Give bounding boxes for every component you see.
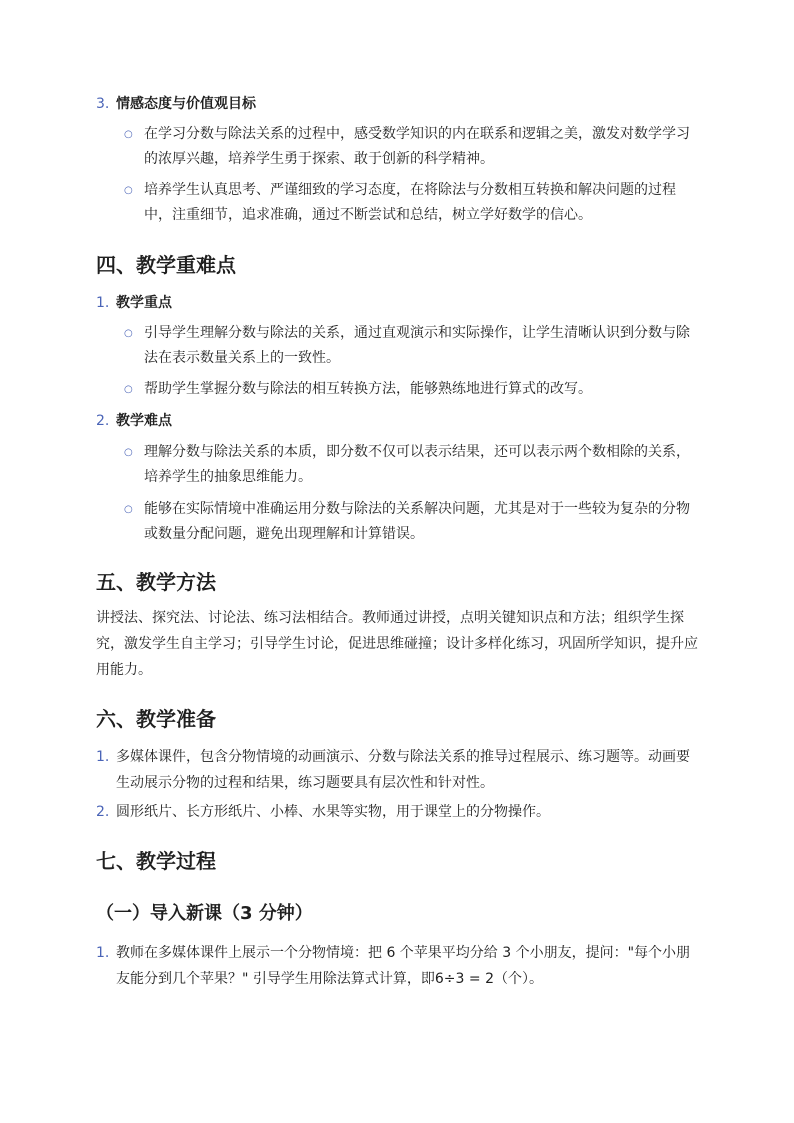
goal-3-title: 情感态度与价值观目标 [116, 96, 256, 112]
section-heading-4: 四、教学重难点 [96, 253, 236, 277]
prep-text: 多媒体课件，包含分物情境的动画演示、分数与除法关系的推导过程展示、练习题等。动画要生动展示分物的过程和结果，练习题要具有层次性和针对性。 [116, 749, 690, 791]
list-number: 2. [96, 804, 110, 820]
key-point-title: 教学重点 [116, 295, 172, 311]
list-number: 1. [96, 295, 110, 311]
hollow-bullet-icon: ○ [124, 384, 133, 395]
section-heading-5: 五、教学方法 [96, 570, 216, 594]
sub-heading-intro: （一）导入新课（3 分钟） [96, 903, 313, 924]
hollow-bullet-icon: ○ [124, 185, 133, 196]
section-heading-6: 六、教学准备 [96, 707, 216, 731]
bullet-text: 引导学生理解分数与除法的关系，通过直观演示和实际操作，让学生清晰认识到分数与除法在表示数量关系上的一致性。 [144, 325, 690, 366]
bullet-text: 在学习分数与除法关系的过程中，感受数学知识的内在联系和逻辑之美，激发对数学学习的浓厚兴趣，培养学生勇于探索、敢于创新的科学精神。 [144, 126, 690, 167]
prep-text: 圆形纸片、长方形纸片、小棒、水果等实物，用于课堂上的分物操作。 [116, 804, 550, 820]
process-text: 教师在多媒体课件上展示一个分物情境：把 6 个苹果平均分给 3 个小朋友，提问："每个小朋友能分到几个苹果？" 引导学生用除法算式计算，即6÷3 = 2（个）。 [116, 945, 691, 987]
bullet-text: 能够在实际情境中准确运用分数与除法的关系解决问题，尤其是对于一些较为复杂的分物或数量分配问题，避免出现理解和计算错误。 [144, 501, 690, 542]
list-number: 2. [96, 413, 110, 429]
hollow-bullet-icon: ○ [124, 328, 133, 339]
bullet-text: 理解分数与除法关系的本质，即分数不仅可以表示结果，还可以表示两个数相除的关系，培养学生的抽象思维能力。 [144, 444, 690, 485]
hollow-bullet-icon: ○ [124, 129, 133, 140]
list-number: 1. [96, 945, 110, 961]
hollow-bullet-icon: ○ [124, 447, 133, 458]
difficulty-title: 教学难点 [116, 413, 172, 429]
hollow-bullet-icon: ○ [124, 504, 133, 515]
bullet-text: 帮助学生掌握分数与除法的相互转换方法，能够熟练地进行算式的改写。 [144, 381, 592, 397]
list-number: 3. [96, 96, 110, 112]
list-number: 1. [96, 749, 110, 765]
section-heading-7: 七、教学过程 [96, 849, 216, 873]
bullet-text: 培养学生认真思考、严谨细致的学习态度，在将除法与分数相互转换和解决问题的过程中，注重细节，追求准确，通过不断尝试和总结，树立学好数学的信心。 [144, 182, 676, 223]
methods-paragraph: 讲授法、探究法、讨论法、练习法相结合。教师通过讲授，点明关键知识点和方法；组织学生探究，激发学生自主学习；引导学生讨论，促进思维碰撞；设计多样化练习，巩固所学知识，提升应用能力。 [96, 610, 698, 678]
